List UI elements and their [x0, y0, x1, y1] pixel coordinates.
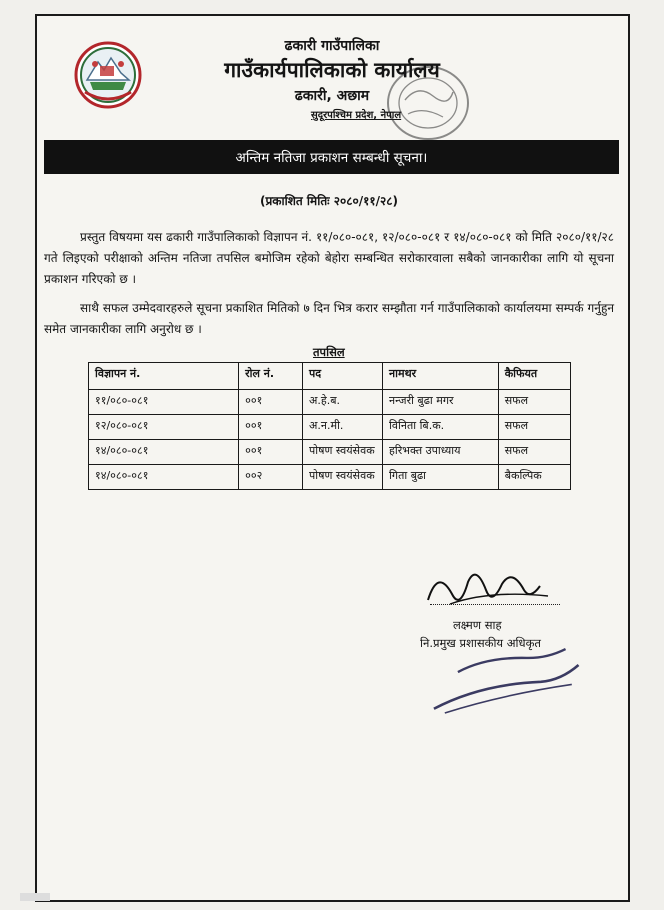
- table-row: [89, 390, 571, 415]
- cell-roll-no: ००१: [239, 415, 303, 440]
- column-header-remarks: कैफियत: [498, 363, 570, 390]
- table-header-row: [89, 363, 571, 390]
- cell-advertisement-no: १४/०८०-०८१: [89, 465, 239, 490]
- cell-post: पोषण स्वयंसेवक: [303, 465, 383, 490]
- cell-remarks: सफल: [498, 390, 570, 415]
- handwritten-signature: [420, 560, 560, 618]
- table-row: [89, 440, 571, 465]
- table-caption: तपसिल: [313, 345, 345, 359]
- cell-name: विनिता बि.क.: [383, 415, 499, 440]
- office-name: गाउँकार्यपालिकाको कार्यालय: [224, 58, 440, 82]
- cell-post: अ.न.मी.: [303, 415, 383, 440]
- table-row: [89, 415, 571, 440]
- cell-advertisement-no: ११/०८०-०८१: [89, 390, 239, 415]
- province-name: सुदूरपश्चिम प्रदेश, नेपाल: [311, 110, 402, 121]
- published-date: (प्रकाशित मितिः २०८०/११/२८): [260, 194, 398, 208]
- notice-paragraph-1: प्रस्तुत विषयमा यस ढकारी गाउँपालिकाको विज्ञापन नं. ११/०८०-०८१, १२/०८०-०८१ र १४/०८०-०८१ को मिति २०८०/११/२८ गते लिइएको परीक्षाको अन्तिम नतिजा तपसिल बमोजिम रहेको बेहोरा सम्बन्धित सरोकारवाला सबैको जानकारीका लागि यो सूचना प्रकाशन गरिएको छ ।: [44, 230, 614, 286]
- notice-paragraph-2: साथै सफल उम्मेदवारहरुले सूचना प्रकाशित मितिको ७ दिन भित्र करार सम्झौता गर्न गाउँपालिकाको कार्यालयमा सम्पर्क गर्नुहुन समेत जानकारीका लागि अनुरोध छ ।: [44, 301, 614, 336]
- cell-remarks: बैकल्पिक: [498, 465, 570, 490]
- cell-advertisement-no: १४/०८०-०८१: [89, 440, 239, 465]
- table-row: [89, 465, 571, 490]
- signatory-name: लक्ष्मण साह: [453, 618, 502, 632]
- scan-corner-mark: [20, 893, 50, 901]
- notice-title-banner: [44, 140, 619, 174]
- signature-line: [430, 604, 560, 605]
- column-header-advertisement-no: विज्ञापन नं.: [89, 363, 239, 390]
- cell-roll-no: ००१: [239, 440, 303, 465]
- cell-roll-no: ००१: [239, 390, 303, 415]
- cell-post: अ.हे.ब.: [303, 390, 383, 415]
- office-location: ढकारी, अछाम: [294, 88, 370, 104]
- column-header-name: नामथर: [383, 363, 499, 390]
- results-table: [88, 362, 571, 490]
- cell-post: पोषण स्वयंसेवक: [303, 440, 383, 465]
- notice-title: अन्तिम नतिजा प्रकाशन सम्बन्धी सूचना।: [235, 150, 428, 166]
- cell-name: हरिभक्त उपाध्याय: [383, 440, 499, 465]
- cell-roll-no: ००२: [239, 465, 303, 490]
- cell-name: गिता बुढा: [383, 465, 499, 490]
- column-header-roll-no: रोल नं.: [239, 363, 303, 390]
- cell-advertisement-no: १२/०८०-०८१: [89, 415, 239, 440]
- column-header-post: पद: [303, 363, 383, 390]
- signatory-title: नि.प्रमुख प्रशासकीय अधिकृत: [420, 636, 541, 650]
- municipality-name: ढकारी गाउँपालिका: [284, 38, 380, 54]
- cell-remarks: सफल: [498, 440, 570, 465]
- cell-remarks: सफल: [498, 415, 570, 440]
- cell-name: नन्जरी बुढा मगर: [383, 390, 499, 415]
